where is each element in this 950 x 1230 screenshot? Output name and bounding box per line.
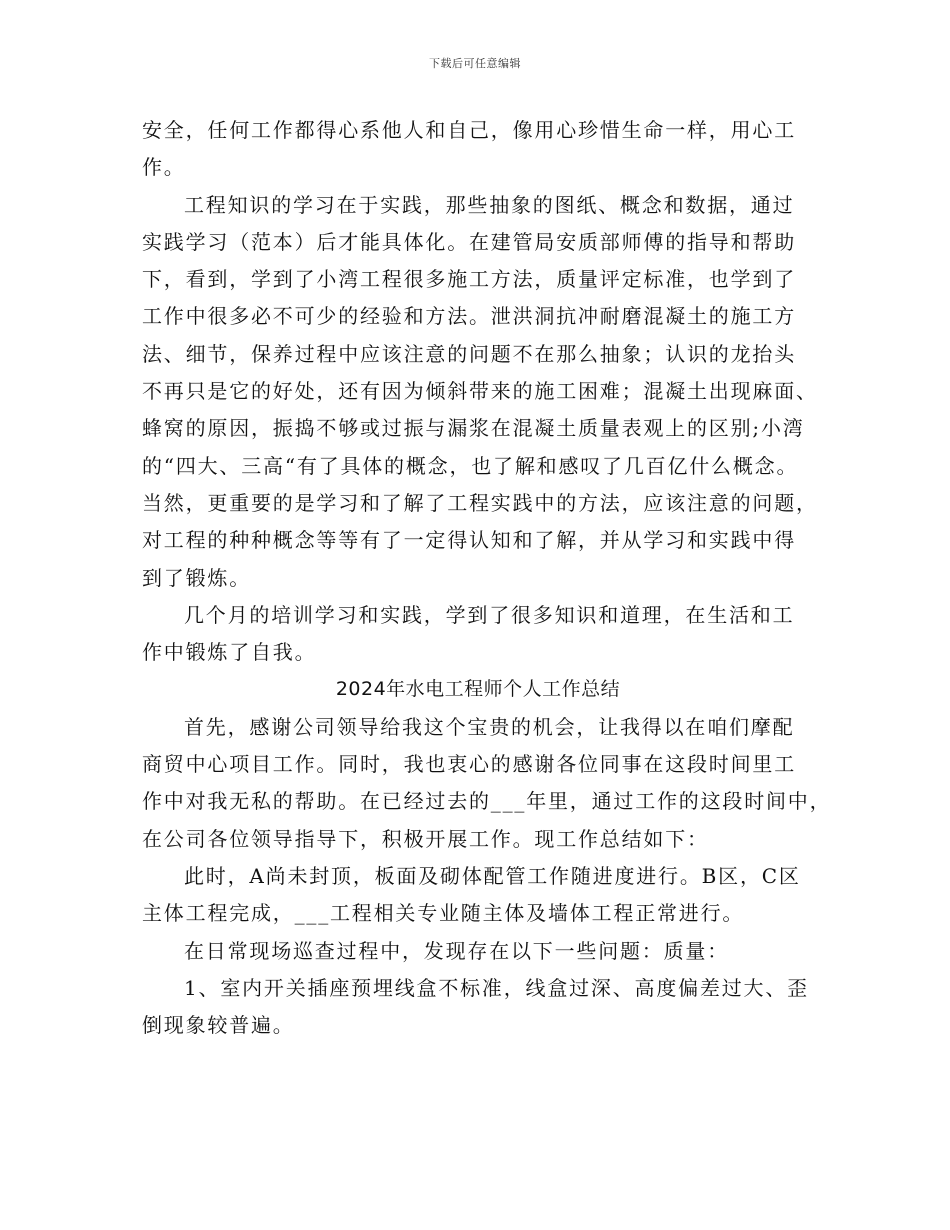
text-line: 法、细节，保养过程中应该注意的问题不在那么抽象；认识的龙抬头 [142,341,796,366]
text-line: 工作中很多必不可少的经验和方法。泄洪洞抗冲耐磨混凝土的施工方 [142,304,796,329]
text-line: 在公司各位领导指导下，积极开展工作。现工作总结如下： [142,826,709,851]
text-line: 首先，感谢公司领导给我这个宝贵的机会，让我得以在咱们摩配 [184,714,795,739]
section-title: 2024年水电工程师个人工作总结 [335,678,621,701]
text-line: 作。 [142,155,186,180]
text-line: 主体工程完成，___工程相关专业随主体及墙体工程正常进行。 [142,901,745,926]
text-line: 当然，更重要的是学习和了解了工程实践中的方法，应该注意的问题， [142,490,818,515]
text-line: 到了锻炼。 [142,565,251,590]
text-line: 1、室内开关插座预埋线盒不标准，线盒过深、高度偏差过大、歪 [184,975,809,1000]
text-line: 蜂窝的原因，振捣不够或过振与漏浆在混凝土质量表观上的区别;小湾 [142,416,805,441]
text-line: 安全，任何工作都得心系他人和自己，像用心珍惜生命一样，用心工 [142,118,796,142]
text-line: 在日常现场巡查过程中，发现存在以下一些问题：质量： [184,938,729,963]
text-line: 商贸中心项目工作。同时，我也衷心的感谢各位同事在这段时间里工 [142,752,796,777]
text-line: 不再只是它的好处，还有因为倾斜带来的施工困难；混凝土出现麻面、 [142,379,818,404]
text-line: 对工程的种种概念等等有了一定得认知和了解，并从学习和实践中得 [142,528,796,553]
document-body [142,112,832,1044]
page-header: 下载后可任意编辑 [429,57,521,70]
text-line: 的“四大、三高“有了具体的概念，也了解和感叹了几百亿什么概念。 [142,453,799,478]
text-line: 作中锻炼了自我。 [142,640,317,665]
text-line: 实践学习（范本）后才能具体化。在建管局安质部师傅的指导和帮助 [142,229,796,254]
text-line: 倒现象较普遍。 [142,1013,295,1038]
text-line: 此时，A尚未封顶，板面及砌体配管工作随进度进行。B区，C区 [184,863,801,888]
paragraphs-before-title [142,112,818,671]
text-line: 作中对我无私的帮助。在已经过去的___年里，通过工作的这段时间中， [142,789,832,814]
text-line: 工程知识的学习在于实践，那些抽象的图纸、概念和数据，通过 [184,192,795,217]
paragraphs-after-title [142,709,832,1045]
text-line: 下，看到，学到了小湾工程很多施工方法，质量评定标准，也学到了 [142,267,796,292]
text-line: 几个月的培训学习和实践，学到了很多知识和道理，在生活和工 [184,602,795,627]
